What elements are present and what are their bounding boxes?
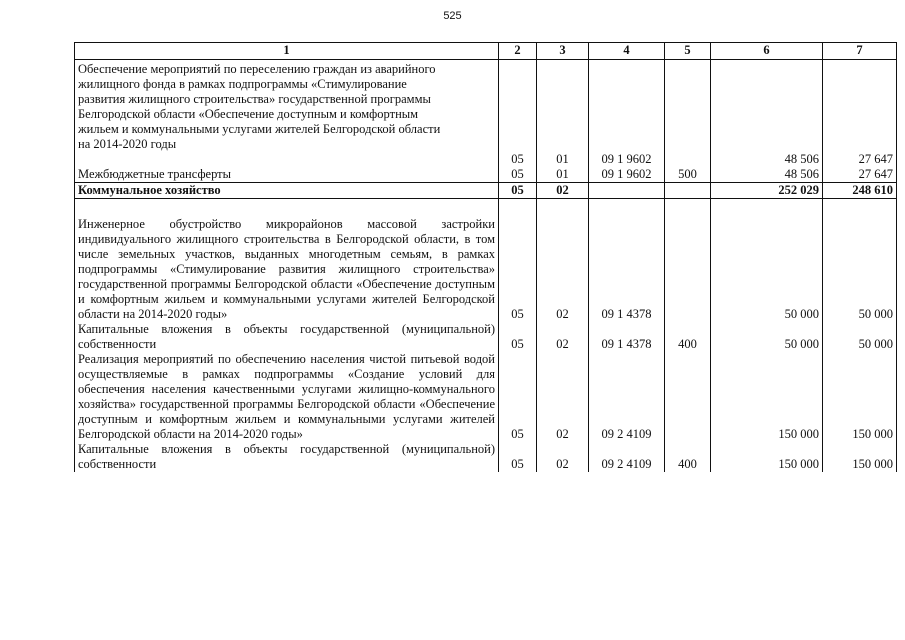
row-name: Капитальные вложения в объекты государственной (муниципальной) собственности [75, 442, 499, 472]
row-name: Капитальные вложения в объекты государственной (муниципальной) собственности [75, 322, 499, 352]
table-row [75, 217, 897, 322]
table-row [75, 167, 897, 183]
header-col-6: 6 [711, 43, 823, 60]
header-col-3: 3 [537, 43, 589, 60]
table-row [75, 352, 897, 442]
amount-col-6: 150 000 [711, 352, 823, 442]
row-name: Межбюджетные трансферты [75, 167, 499, 183]
header-col-7: 7 [823, 43, 897, 60]
row-name [75, 60, 499, 168]
amount-col-7: 27 647 [823, 167, 897, 183]
target-article-code: 09 2 4109 [589, 352, 665, 442]
target-article-code: 09 1 4378 [589, 322, 665, 352]
subsection-code: 02 [537, 322, 589, 352]
target-article-code: 09 1 9602 [589, 60, 665, 168]
page-number: 525 [443, 10, 462, 22]
row-name-line: Белгородской области «Обеспечение доступным и комфортным [78, 107, 419, 121]
header-col-2: 2 [499, 43, 537, 60]
section-code: 05 [499, 442, 537, 472]
target-article-code [589, 183, 665, 199]
amount-col-6: 252 029 [711, 183, 823, 199]
amount-col-7: 150 000 [823, 352, 897, 442]
section-code: 05 [499, 183, 537, 199]
row-name-line: Обеспечение мероприятий по переселению граждан из аварийного [78, 62, 436, 76]
header-col-5: 5 [665, 43, 711, 60]
section-code: 05 [499, 60, 537, 168]
header-row [75, 43, 897, 60]
row-name-line: жильем и коммунальными услугами жителей Белгородской области [78, 122, 441, 136]
section-name: Коммунальное хозяйство [75, 183, 499, 199]
amount-col-7: 150 000 [823, 442, 897, 472]
row-name: Инженерное обустройство микрорайонов массовой застройки индивидуального жилищного строительства в Белгородской области, в том числе земельных участков, выданных многодетным семьям, в рамках подпрограммы «Стимулирование развития жилищного строительства» государственной программы Белгородской области «Обеспечение доступным и комфортным жильем и коммунальными услугами жителей Белгородской области на 2014-2020 годы» [75, 217, 499, 322]
subsection-code: 02 [537, 442, 589, 472]
row-name-line: жилищного фонда в рамках подпрограммы «Стимулирование [78, 77, 407, 91]
table-row [75, 60, 897, 168]
header-col-1: 1 [75, 43, 499, 60]
amount-col-6: 50 000 [711, 322, 823, 352]
amount-col-7: 50 000 [823, 217, 897, 322]
amount-col-7: 50 000 [823, 322, 897, 352]
subsection-code: 01 [537, 167, 589, 183]
target-article-code: 09 1 9602 [589, 167, 665, 183]
section-code: 05 [499, 167, 537, 183]
subsection-code: 02 [537, 217, 589, 322]
subsection-code: 01 [537, 60, 589, 168]
budget-table-wrapper [74, 42, 897, 472]
subsection-code: 02 [537, 183, 589, 199]
section-code: 05 [499, 352, 537, 442]
expense-type-code: 400 [665, 442, 711, 472]
expense-type-code [665, 60, 711, 168]
amount-col-6: 48 506 [711, 167, 823, 183]
table-row [75, 442, 897, 472]
section-total-row [75, 183, 897, 199]
amount-col-7: 27 647 [823, 60, 897, 168]
expense-type-code: 400 [665, 322, 711, 352]
amount-col-7: 248 610 [823, 183, 897, 199]
target-article-code: 09 1 4378 [589, 217, 665, 322]
expense-type-code [665, 183, 711, 199]
header-col-4: 4 [589, 43, 665, 60]
row-name-line: на 2014-2020 годы [78, 137, 177, 151]
section-code: 05 [499, 322, 537, 352]
row-name: Реализация мероприятий по обеспечению населения чистой питьевой водой осуществляемые в рамках подпрограммы «Создание условий для обеспечения населения качественными услугами жилищно-коммунального хозяйства» государственной программы Белгородской области «Обеспечение доступным и комфортным жильем и коммунальными услугами жителей Белгородской области на 2014-2020 годы» [75, 352, 499, 442]
spacer-row [75, 199, 897, 218]
subsection-code: 02 [537, 352, 589, 442]
table-row [75, 322, 897, 352]
target-article-code: 09 2 4109 [589, 442, 665, 472]
expense-type-code [665, 217, 711, 322]
amount-col-6: 50 000 [711, 217, 823, 322]
amount-col-6: 150 000 [711, 442, 823, 472]
section-code: 05 [499, 217, 537, 322]
budget-table [74, 42, 897, 472]
row-name-line: развития жилищного строительства» государственной программы [78, 92, 431, 106]
expense-type-code: 500 [665, 167, 711, 183]
amount-col-6: 48 506 [711, 60, 823, 168]
expense-type-code [665, 352, 711, 442]
